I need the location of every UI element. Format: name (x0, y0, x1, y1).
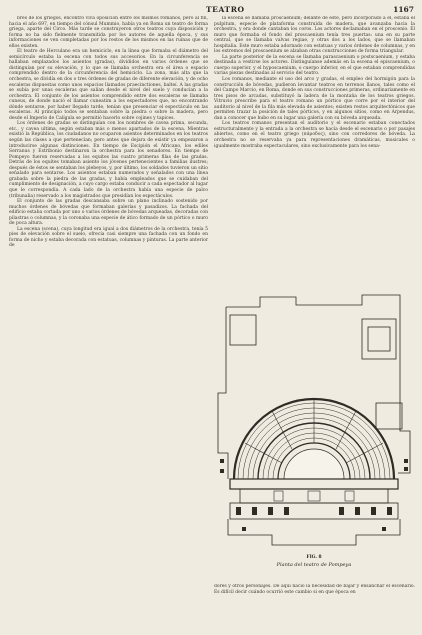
paragraph: El teatro de Herculano era un hemiciclo, en la línea que formaba el diámetro del semicírculo estaba la escena con todos sus accesorios. En la circunferencia se hallaban emplazados los asientos (gradas), divididos en varios órdenes que se distinguían por su elevación, y lo que se llamaba orchestra era el área o espacio comprendido dentro de la circunferencia del hemiciclo. La zona, más alta que la orchestra, se dividía en dos o tres órdenes de gradas de diferente elevación, y de ocho escaleras dispuestas como unos espacios llamados praecinctiones, balteí. A las gradas se subía por unas escaleras que salían desde el nivel del suelo y conducían a la orchestra. El conjunto de los asientos comprendido entre dos escaleras se llamaba cuneus, de donde nació el llamar cuneatim a los espectadores que, no encontrando dónde sentarse, por haber llegado tarde, tenían que presenciar el espectáculo en las escaleras. Al principio todos se sentaban sobre la piedra o sobre la madera, pero desde el Imperio de Calígula se permitió hacerlo sobre cojines y tapices. (9, 49, 208, 121)
paragraph: La escena (scena), cuya longitud era igual a dos diámetros de la orchestra, tenía 5 pies de elevación sobre el suelo, ofrecía casi siempre una fachada con un fondo en forma de nicho y estaba decorada con estatuas, columnas y pinturas. La parte anterior de (9, 226, 208, 249)
paragraph: El conjunto de las gradas descansaba sobre un plano inclinado sostenido por muchos órdenes de bóvedas que formaban galerías y pasadizos. La fachada del edificio estaba cortada por uno o varios órdenes de bóvedas arqueadas, decoradas con pilastras o columnas, y la coronaba una especie de ático formado de un pórtico o muro de poca altura. (9, 199, 208, 227)
paragraph: la escena se llamaba proscaenium; delante de éste, pero incorporado a él, estaba el pulpitum, especie de plataforma construida de madera, que avanzaba hacia la orchestra, y era donde cantaban los coros. Los actores declamaban en el proscenio. El muro que formaba el fondo del proscaenium tenía tres puertas: una en su parte central, que se llamaba valvas regiae, y otras dos a los lados, que se llamaban hospitalia. Este muro estaba adornado con estatuas y varios órdenes de columnas, y en los extremos del proscaenium se alzaban otras construcciones de forma triangular. (214, 16, 415, 55)
text-column-right-top (214, 16, 415, 279)
paragraph: Los romanos, mediante el uso del arco y gradas, el empleo del hormigón para la construcción de bóvedas, pudieron levantar teatros en terrenos llanos, tales como el del Campo Marcio, en Roma, donde en sus construcciones primeras, ordinariamente en tres pisos de arcadas, substituyó la ladera de la montaña de los teatros griegos. Vitruvio prescribe para el teatro romano un pórtico que corre por el interior del auditorio al nivel de la fila más elevada de asientos; existen restos arquitectónicos que permiten trazar la posición de tales pórticos, y en algunos sitios, como en Arpendus, dan a conocer que hubo en su lugar una galería con su bóveda arqueada. (214, 77, 415, 121)
paragraph: dores y otros personajes. De aquí nació la necesidad de bajar y ensanchar el escenario. Es difícil decir cuándo ocurrió este cambio si en que época en (214, 584, 415, 595)
paragraph: La parte posterior de la escena se llamaba parascaenium o postscaenium, y estaba destinada a vestirse los actores. Distinguíanse además en la escena el episcaenium, o cuerpo superior, y el hyposcaenium, o cuerpo inferior, en el que estaban comprendidas varias piezas destinadas al servicio del teatro. (214, 54, 415, 77)
paragraph: Los órdenes de gradas se distinguían con los nombres de cavea prima, secunda, etc., y cavea ultima, según estaban más o menos apartados de la escena. Mientras existió la República, los ciudadanos no ocuparon asientos determinados en los teatros según las clases a que pertenecían; pero antes que dejara de existir ya empezaron a introducirse algunas distinciones. En tiempo de Escipión el Africano, los ediles Serranus y Estribonio destinaron la orchestra para los senadores. En tiempo de Pompeyo fueron reservadas a los equites las cuatro primeras filas de las gradas. Detrás de los equites tomaban asiento los jóvenes pertenecientes a familias ilustres; después de éstos se sentaban los plebeyos, y, por último, los soldados tuvieron un sitio señalado para sentarse. Los asientos estaban numerados y señalados con una línea grabada sobre la piedra de las gradas, y había empleados que se cuidaban del cumplimiento de designación, a cuyo cargo estaba conducir a cada espectador al lugar que le correspondía. A cada lado de la orchestra había una especie de palco (tribunalia) reservado a los magistrados que presidían los espectáculos. (9, 121, 208, 199)
theatre-plan-illustration (212, 283, 416, 553)
paragraph: Los teatros romanos presentan el auditorio y el escenario estaban conectados estructuralmente y la entrada a la orchestra se hacía desde el escenario o por pasajes abiertos, como en el teatro griego (πάροδος), sino con corredores de bóveda. La orchestra no se reservaba ya para representaciones dramáticas, musicales o igualmente mostraba espectaculares, sino exclusivamente para los sena- (214, 121, 415, 149)
running-title: TEATRO (206, 5, 245, 14)
figure-number: FIG. 8 (306, 555, 322, 560)
page-number: 1167 (393, 5, 414, 14)
theatre-plan-figure (212, 283, 416, 583)
text-column-left (9, 16, 208, 624)
text-column-right-bottom (214, 584, 415, 624)
figure-caption: Planta del teatro de Pompeya (276, 562, 352, 568)
paragraph: bres de los griegos, encontró viva oposición entre los mismos romanos, pero al fin, hacia el año 697, en tiempo del cónsul Mummio, había ya en Roma un teatro de forma griega, aparte del Circo. Más tarde se construyeron otros teatros cuya disposición y forma no ha sido fielmente transmitida por los autores de aquella época, y sus informaciones se ven completadas por los restos de los mismos en las ruinas que de ellos existen. (9, 16, 208, 49)
